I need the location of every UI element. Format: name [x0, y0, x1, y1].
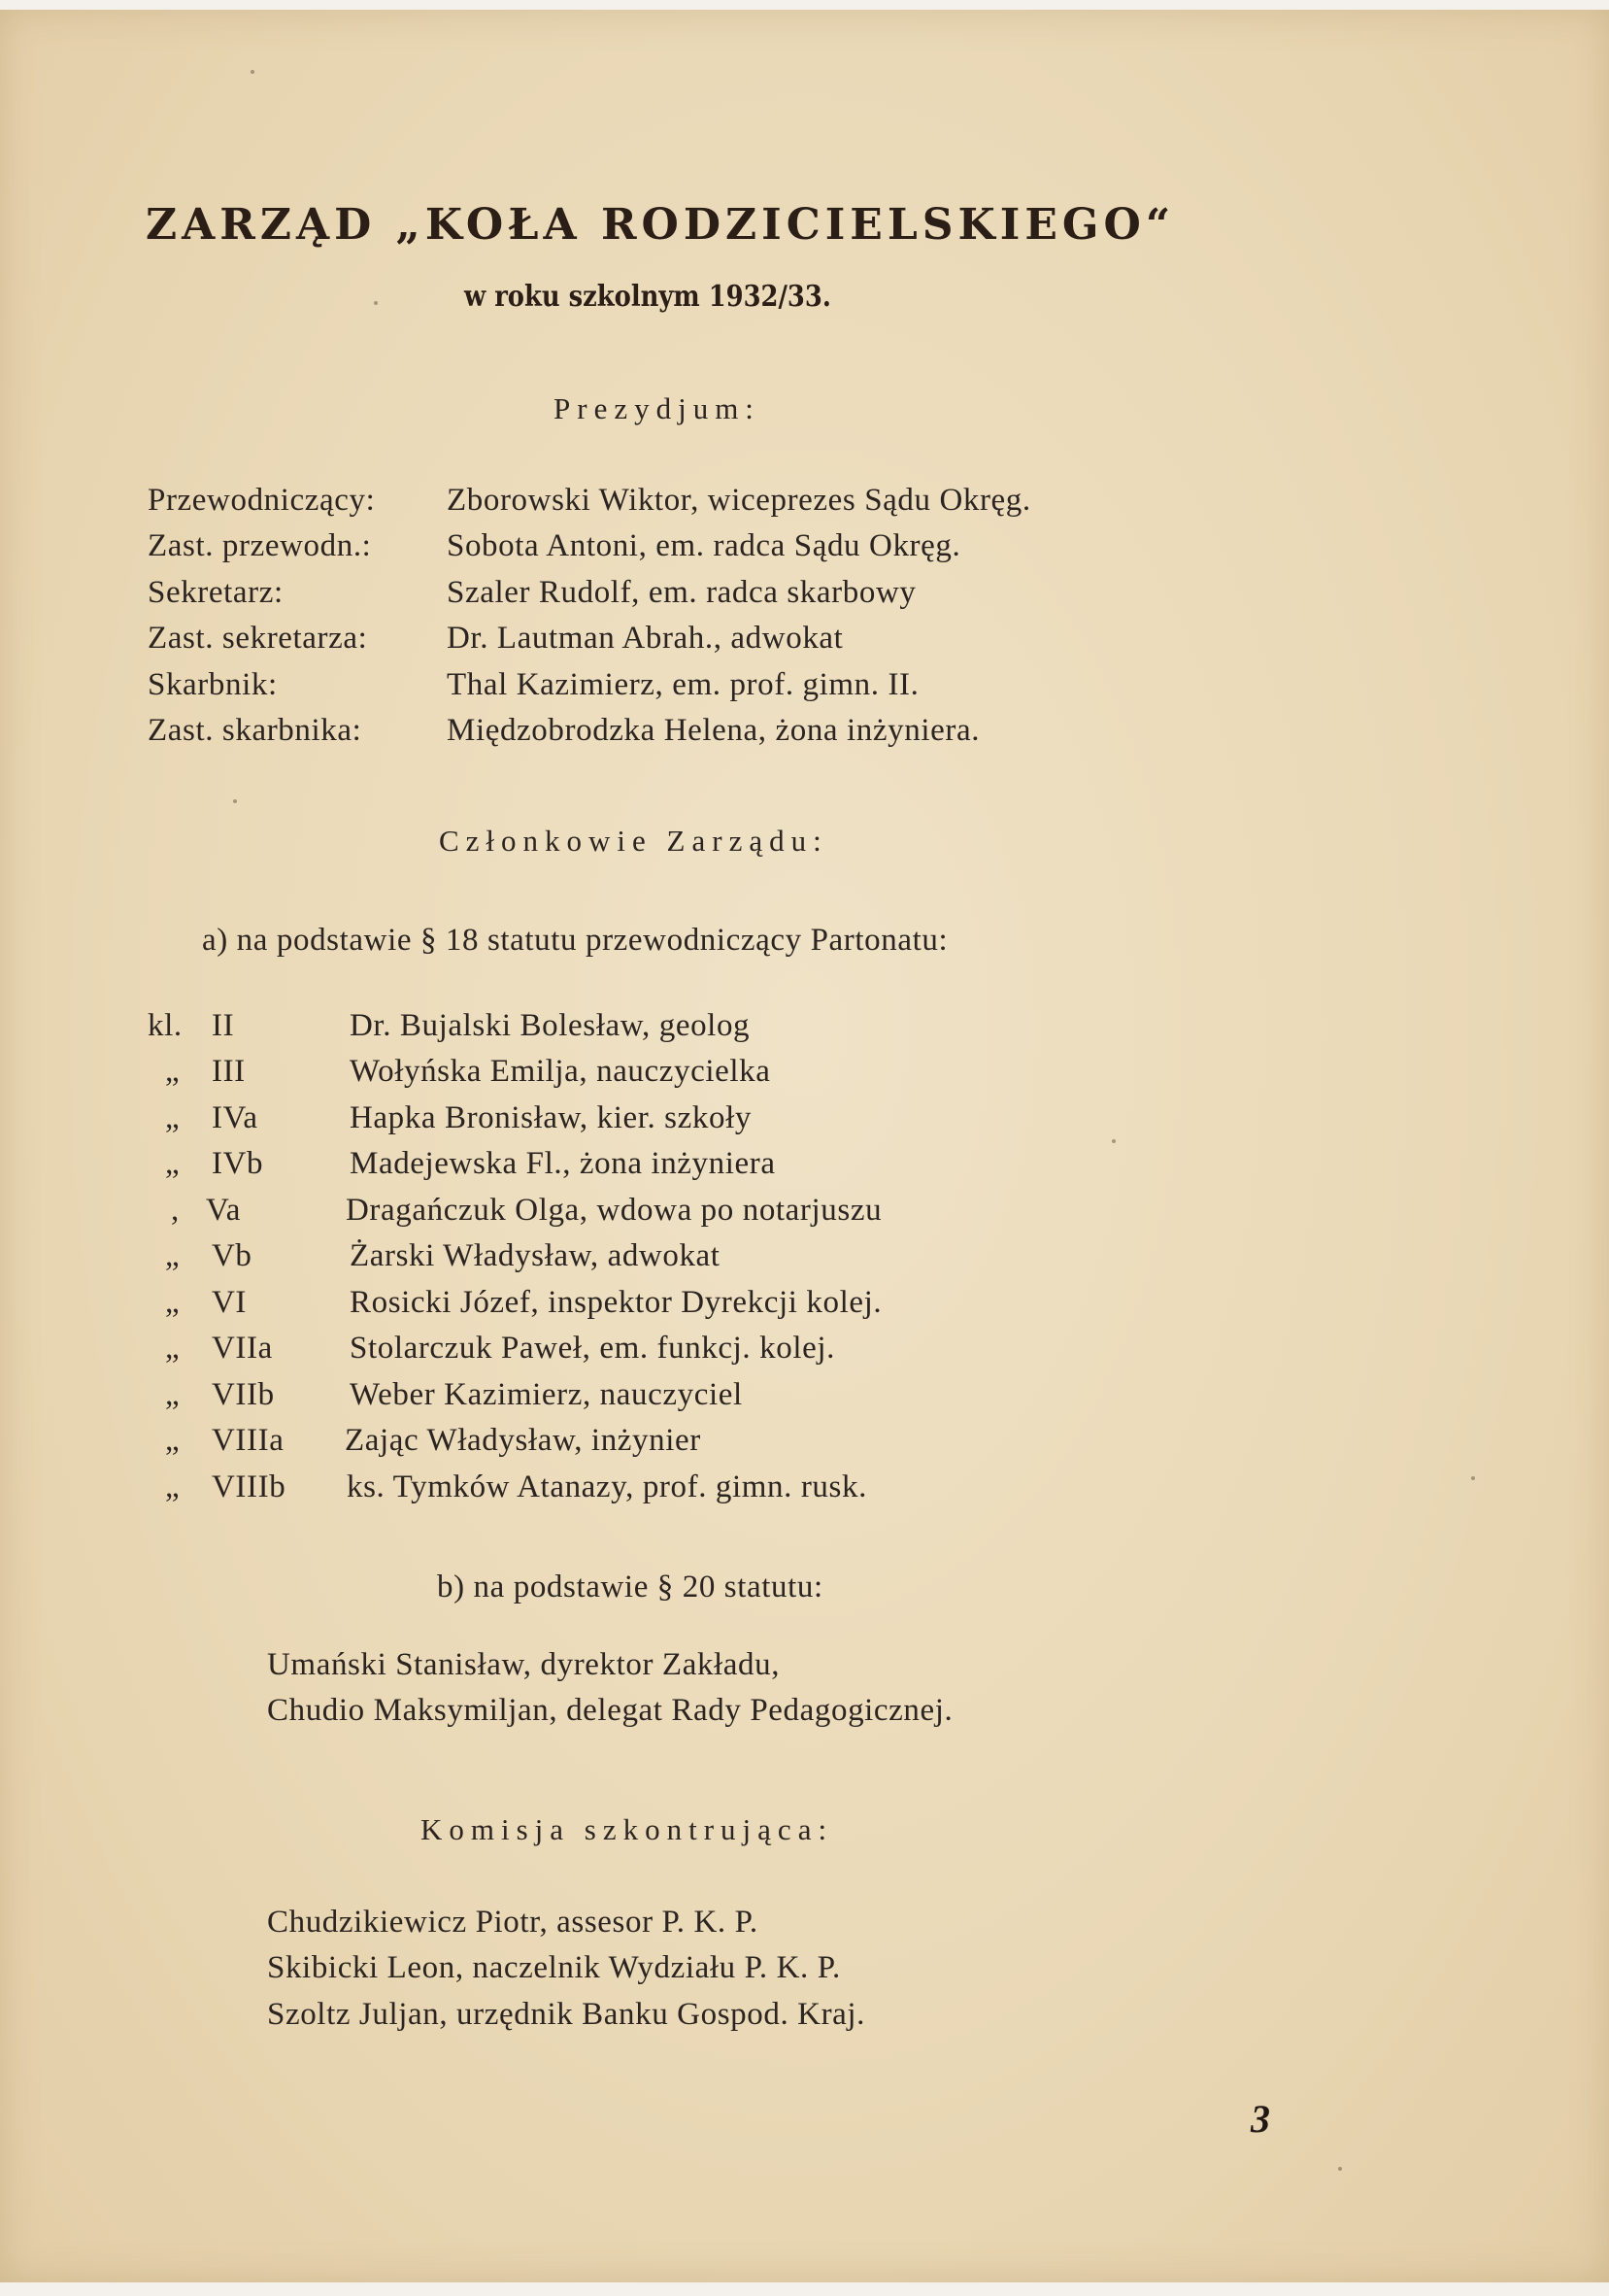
class-representative: Stolarczuk Paweł, em. funkcj. kolej. [350, 1331, 835, 1366]
class-representative: Madejewska Fl., żona inżyniera [350, 1146, 776, 1181]
class-label: Va [206, 1193, 242, 1228]
paper-speck [374, 301, 378, 305]
document-page [0, 10, 1609, 2282]
class-label: Vb [212, 1238, 252, 1273]
class-representative: Dragańczuk Olga, wdowa po notarjuszu [346, 1193, 883, 1228]
class-prefix: „ [165, 1238, 181, 1273]
class-representative: Wołyńska Emilja, nauczycielka [350, 1054, 771, 1089]
class-label: VIIa [212, 1331, 273, 1366]
class-prefix: „ [165, 1285, 181, 1320]
class-label: IVb [212, 1146, 264, 1181]
class-label: VIIIa [212, 1423, 285, 1458]
presidium-person: Szaler Rudolf, em. radca skarbowy [447, 575, 917, 610]
presidium-role: Przewodniczący: [148, 483, 376, 518]
audit-commission-heading: Komisja szkontrująca: [420, 1812, 834, 1846]
paper-speck [251, 70, 254, 74]
board-members-heading: Członkowie Zarządu: [439, 824, 828, 858]
presidium-heading: Prezydjum: [553, 391, 760, 425]
class-prefix: „ [165, 1331, 181, 1366]
class-label: VI [212, 1285, 248, 1320]
class-label: VIIb [212, 1377, 275, 1412]
class-representative: Zając Władysław, inżynier [345, 1423, 701, 1458]
presidium-role: Zast. przewodn.: [148, 528, 372, 563]
section-b-member: Umański Stanisław, dyrektor Zakładu, [267, 1647, 781, 1682]
presidium-person: Międzobrodzka Helena, żona inżyniera. [447, 713, 981, 748]
presidium-person: Sobota Antoni, em. radca Sądu Okręg. [447, 528, 961, 563]
paper-speck [233, 799, 237, 803]
paper-speck [1471, 1476, 1475, 1480]
section-a-heading: a) na podstawie § 18 statutu przewodniczący Partonatu: [202, 923, 949, 958]
paper-speck [1338, 2167, 1342, 2171]
class-representative: ks. Tymków Atanazy, prof. gimn. rusk. [347, 1469, 867, 1504]
page-title: ZARZĄD „KOŁA RODZICIELSKIEGO“ [146, 200, 1176, 250]
presidium-role: Zast. sekretarza: [148, 621, 368, 656]
class-representative: Hapka Bronisław, kier. szkoły [350, 1100, 752, 1135]
paper-speck [1112, 1139, 1116, 1143]
presidium-role: Skarbnik: [148, 667, 278, 702]
class-label: III [212, 1054, 246, 1089]
class-prefix: „ [165, 1054, 181, 1089]
class-representative: Rosicki Józef, inspektor Dyrekcji kolej. [350, 1285, 883, 1320]
section-b-heading: b) na podstawie § 20 statutu: [437, 1570, 823, 1604]
class-prefix: „ [165, 1469, 181, 1504]
class-prefix: , [171, 1193, 180, 1228]
presidium-role: Sekretarz: [148, 575, 284, 610]
audit-member: Chudzikiewicz Piotr, assesor P. K. P. [267, 1905, 758, 1940]
audit-member: Skibicki Leon, naczelnik Wydziału P. K. P. [267, 1950, 841, 1985]
class-representative: Weber Kazimierz, nauczyciel [350, 1377, 743, 1412]
class-representative: Dr. Bujalski Bolesław, geolog [350, 1008, 751, 1043]
class-label: VIIIb [212, 1469, 286, 1504]
page-subtitle: w roku szkolnym 1932/33. [464, 280, 831, 314]
presidium-person: Dr. Lautman Abrah., adwokat [447, 621, 844, 656]
presidium-person: Thal Kazimierz, em. prof. gimn. II. [447, 667, 920, 702]
class-prefix: kl. [148, 1008, 183, 1043]
class-prefix: „ [165, 1146, 181, 1181]
class-prefix: „ [165, 1377, 181, 1412]
class-representative: Żarski Władysław, adwokat [350, 1238, 721, 1273]
page-number: 3 [1251, 2097, 1270, 2141]
section-b-member: Chudio Maksymiljan, delegat Rady Pedagogicznej. [267, 1693, 954, 1728]
class-prefix: „ [165, 1423, 181, 1458]
presidium-person: Zborowski Wiktor, wiceprezes Sądu Okręg. [447, 483, 1031, 518]
presidium-role: Zast. skarbnika: [148, 713, 362, 748]
audit-member: Szoltz Juljan, urzędnik Banku Gospod. Kraj. [267, 1997, 866, 2032]
class-prefix: „ [165, 1100, 181, 1135]
class-label: II [212, 1008, 235, 1043]
class-label: IVa [212, 1100, 258, 1135]
